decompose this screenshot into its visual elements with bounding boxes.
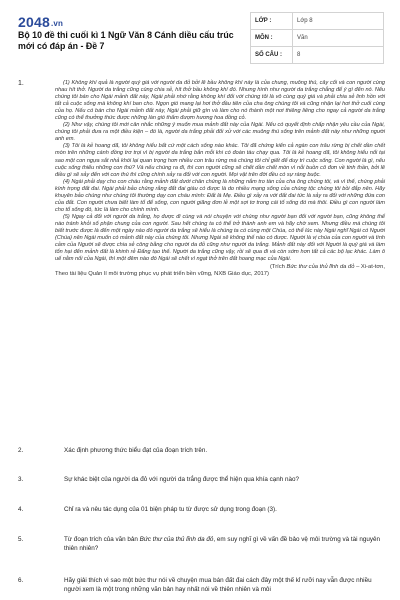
question-number: 6. xyxy=(18,577,24,584)
question-text xyxy=(64,535,386,553)
info-value: Văn xyxy=(293,30,384,47)
info-row-grade xyxy=(251,13,384,30)
citation-prefix: (Trích xyxy=(269,264,287,271)
info-row-count xyxy=(251,47,384,64)
page-header xyxy=(0,0,400,74)
question-text-prefix: Từ đoạn trích của văn bản xyxy=(64,536,140,543)
logo-main: 2048 xyxy=(18,14,50,30)
question-number: 1. xyxy=(18,80,24,87)
info-label: SỐ CÂU : xyxy=(251,47,293,64)
document-title: Bộ 10 đề thi cuối kì 1 Ngữ Văn 8 Cánh diều cấu trúc mới có đáp án - Đề 7 xyxy=(18,30,234,51)
question-text: Sự khác biệt của người da đỏ với người da trắng được thể hiện qua khía cạnh nào? xyxy=(64,476,300,483)
question-number: 3. xyxy=(18,476,24,483)
question-text: Hãy giải thích vì sao một bức thư nói về chuyện mua bán đất đai cách đây một thế kỉ rưỡi nay vẫn được nhiều người xem là một trong những văn bản hay nhất nói về thiên nhiên và môi xyxy=(64,577,372,594)
question-item xyxy=(18,505,386,514)
passage-paragraph: (1) Không khí quả là người quý giá với người da đỏ bởi lẽ bầu không khí này là của chung, muông thú, cây cối và con người cùng nhau hít thở. Người da trắng cũng cùng chia sẻ, hít thở bầu không khí đó. Nhưng hình như người da trắng chẳng để ý gì đến nó. Nếu chúng tôi bán cho Ngài mảnh đất này, Ngài phải nhớ rằng không khí đối với chúng tôi là vô cùng quý giá và phải chia sẻ linh hồn với tất cả cuộc sống mà không khí ban cho. Ngọn gió mang lại hơi thở đầu tiên của cha ông chúng tôi và cũng nhận lại hơi thở cuối cùng của họ. Nếu có bán cho Ngài mảnh đất này, Ngài phải giữ gìn và làm cho nó thành một nơi thiêng liêng cho ngay cả người da trắng cũng có thể thưởng thức được những làn gió thấm đượm hương hoa đồng cỏ. xyxy=(55,80,385,122)
info-label: MÔN : xyxy=(251,30,293,47)
info-value: 8 xyxy=(293,47,384,64)
passage-paragraph: (5) Ngay cả đối với người da trắng, họ được đi cùng và nói chuyện với chúng như người bạn đối với người bạn, cũng không thể nào tránh khỏi số phận chung của con người. Sau hết chúng ta có thể trở thành anh em và hãy chờ xem. Nhưng điều mà chúng tôi biết trước được là đến một ngày nào đó người da trắng sẽ hiểu là chúng ta có cùng một Chúa, có thể lúc này Ngài nghĩ Ngài có Người (Chúa) nên Ngài muốn có mảnh đất này của chúng tôi. Nhưng Ngài sẽ không thể nào có được. Người là vị chúa của con người và tình cảm của Người sẽ được chia sẻ công bằng cho người da đỏ cũng như người da trắng. Mảnh đất này đối với Người là quý giá và làm tổn hại đến mảnh đất là khinh rẻ Đấng tạo thế. Người da trắng cũng vậy, rồi sẽ qua đi và còn sớm hơn tất cả các bộ lạc khác. Làm ô uế nằm nổi của Ngài, thì một đêm nào đó Ngài sẽ chết vì ngạt thở trên đất hoang mạc của Ngài. xyxy=(55,213,386,263)
reading-passage xyxy=(55,80,385,278)
question-number: 4. xyxy=(18,506,24,513)
question-text: Xác định phương thức biểu đạt của đoạn trích trên. xyxy=(64,447,208,454)
question-item xyxy=(18,446,386,455)
citation-suffix: – Xi-at-tơn, xyxy=(354,264,385,271)
info-label: LỚP : xyxy=(251,13,293,30)
question-item xyxy=(18,475,386,484)
question-item xyxy=(18,535,386,553)
question-text: Chỉ ra và nêu tác dụng của 01 biện pháp tu từ được sử dụng trong đoạn (3). xyxy=(64,506,277,513)
question-text-title: Bức thư của thủ lĩnh da đỏ xyxy=(139,536,214,543)
passage-paragraph: (4) Ngài phải dạy cho con cháu rằng mảnh đất dưới chân chúng là những nắm tro tàn của cha ông chúng tôi, và vì thế, chúng phải kính trọng đất đai. Ngài phải bảo chúng rằng đất đai giàu có được là do nhiều mạng sống của chúng tộc chúng tôi bồi đắp nên. Hãy khuyên bảo chúng như chúng tôi thường dạy con cháu mình: Đất là Mẹ. Điều gì xảy ra với đất đai tức là xảy ra đối với những đứa con của đất. Con người chưa biết làm tổ để sống, con người giăng đơn lẻ một sợi tơ trong cái tổ sống đó mà thôi. Điều gì con người làm cho tổ sống đó, tức là làm cho chính mình. xyxy=(55,178,385,213)
question-item xyxy=(18,576,386,594)
info-value: Lớp 8 xyxy=(293,13,384,30)
question-number: 5. xyxy=(18,536,24,543)
citation-title: Bức thư của thủ lĩnh da đỏ xyxy=(286,264,355,271)
passage-source: Theo tài liệu Quản lí môi trường phục vụ phát triển bền vững, NXB Giáo dục, 2017) xyxy=(55,271,269,278)
info-row-subject xyxy=(251,30,384,47)
question-number: 2. xyxy=(18,447,24,454)
info-table xyxy=(250,12,384,64)
passage-paragraph: (3) Tôi là kẻ hoang dã, tôi không hiểu bất cứ một cách sống nào khác. Tôi đã chứng kiến cả ngàn con trâu rừng bị chết dần chết mòn trên những cánh đồng trơ trọi vì bị người da trắng bắn mỗi khi có đoàn tàu chạy qua. Tôi là kẻ hoang dã, tôi không hiểu nổi tại sao một con ngựa sắt nhả khói lại quan trọng hơn nhiều con trâu rừng mà chúng tôi chỉ giết để duy trì cuộc sống. Con người là gì, nếu cuộc sống thiếu những con thú? Và nếu chúng ra đi, thì con người cũng sẽ chết dần chết mòn vì nỗi buồn cô đơn về tinh thần, bởi lẽ điều gì sẽ xảy đến với con thú thì cũng chính xảy ra đối với con người. Mọi vật trên đời đều có sự ràng buộc. xyxy=(55,143,385,178)
question-text-suffix: , em suy nghĩ gì về vấn đề bảo vệ môi trường và tài nguyên thiên nhiên? xyxy=(64,536,380,553)
logo-suffix: .vn xyxy=(50,18,64,28)
passage-paragraph: (2) Như vậy, chúng tôi mới cân nhắc những ý muốn mua mảnh đất này của Ngài. Nếu có quyết định chấp nhận yêu cầu của Ngài, chúng tôi phải đưa ra một điều kiện – đó là, người da trắng phải đối xử với các muông thú sống trên mảnh đất này như những người anh em. xyxy=(55,122,385,143)
site-logo[interactable] xyxy=(18,14,63,30)
